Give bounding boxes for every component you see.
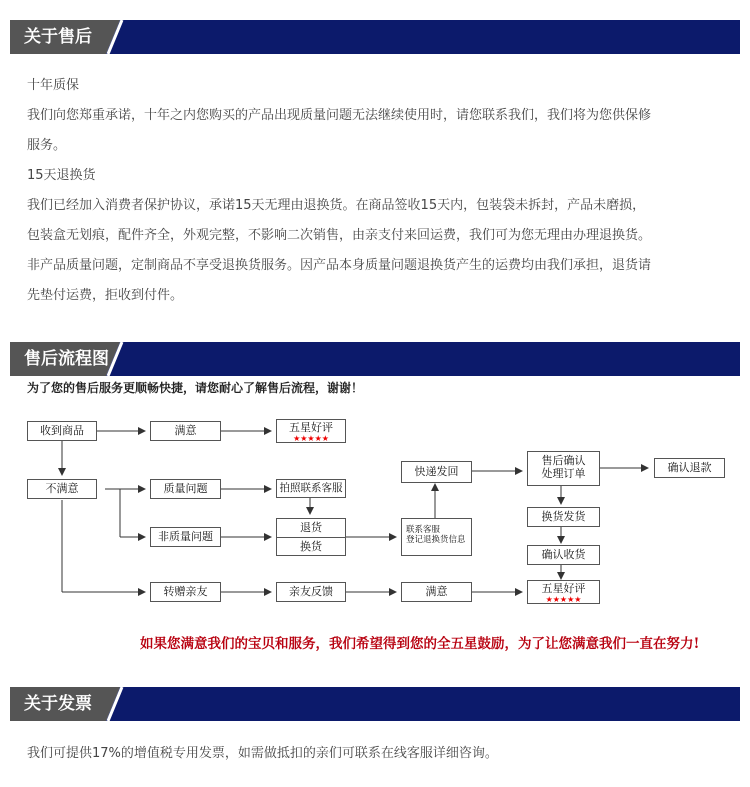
flow-box-confirm-receipt	[527, 545, 600, 565]
flow-box-label: 换货发货	[541, 510, 586, 523]
return-text-line: 非产品质量问题，定制商品不享受退换货服务。因产品本身质量问题退换货产生的运费均由我们承担，退货请	[27, 258, 652, 273]
section-title: 售后流程图	[24, 349, 109, 369]
flow-box-label: 处理订单	[541, 466, 586, 480]
return-text-line: 先垫付运费，拒收到付件。	[27, 288, 184, 303]
section-header-invoice	[10, 687, 740, 721]
return-text-line: 我们已经加入消费者保护协议，承诺15天无理由退换货。在商品签收15天内，包装袋未拆封，产品未磨损，	[27, 198, 646, 213]
warranty-heading: 十年质保	[27, 78, 80, 93]
flow-box-confirm-refund	[654, 458, 725, 478]
invoice-text: 我们可提供17%的增值税专用发票，如需做抵扣的亲们可联系在线客服详细咨询。	[27, 746, 498, 761]
return-heading: 15天退换货	[27, 168, 96, 183]
flow-box-label: 满意	[174, 424, 197, 437]
flow-slogan: 如果您满意我们的宝贝和服务，我们希望得到您的全五星鼓励，为了让您满意我们一直在努力!	[140, 636, 700, 652]
flow-box-gift-friend	[150, 582, 221, 602]
flow-box-label: 五星好评	[541, 582, 586, 595]
flow-box-label: 联系客服	[406, 525, 441, 535]
flow-box-label: 确认退款	[667, 461, 712, 474]
flow-box-return-exchange	[276, 518, 346, 556]
section-title: 关于发票	[24, 694, 92, 714]
flow-box-label: 确认收货	[541, 548, 586, 561]
flow-box-confirm-order	[527, 451, 600, 486]
flow-box-label: 转赠亲友	[163, 585, 208, 598]
flow-box-quality-issue	[150, 479, 221, 499]
warranty-text-line: 我们向您郑重承诺，十年之内您购买的产品出现质量问题无法继续使用时，请您联系我们，我们将为您供保修	[27, 108, 652, 123]
flow-box-non-quality-issue	[150, 527, 221, 547]
flow-box-unsatisfied	[27, 479, 97, 499]
star-rating-icon: ★★★★★	[545, 594, 582, 604]
flow-box-label: 非质量问题	[158, 530, 213, 543]
flow-box-photo-contact	[276, 479, 346, 498]
section-header-background	[10, 687, 740, 721]
flow-box-express-return	[401, 461, 472, 483]
flow-box-five-star-review	[276, 419, 346, 443]
flow-box-label: 售后确认	[541, 454, 586, 467]
flow-box-label: 亲友反馈	[289, 585, 333, 598]
flow-box-label: 五星好评	[289, 421, 333, 434]
flow-box-contact-register	[401, 518, 472, 556]
flow-box-label: 拍照联系客服	[279, 482, 343, 494]
flow-box-label: 快递发回	[414, 465, 459, 478]
flow-box-label: 收到商品	[40, 424, 84, 437]
flow-box-label: 退货	[277, 519, 345, 538]
flow-box-ship-exchange	[527, 507, 600, 527]
warranty-text-line: 服务。	[27, 138, 67, 153]
flow-box-label: 不满意	[45, 482, 79, 495]
flow-box-satisfied	[150, 421, 221, 441]
flow-box-label: 换货	[300, 540, 322, 553]
flow-box-label: 登记退换货信息	[406, 534, 466, 545]
flow-box-satisfied	[401, 582, 472, 602]
star-rating-icon: ★★★★★	[293, 433, 329, 443]
flow-box-received	[27, 421, 97, 441]
return-text-line: 包装盒无划痕，配件齐全，外观完整，不影响二次销售，由亲支付来回运费，我们可为您无理由办理退换货。	[27, 228, 652, 243]
flow-box-friend-feedback	[276, 582, 346, 602]
flow-box-label: 质量问题	[163, 482, 208, 495]
flow-box-five-star-review	[527, 580, 600, 604]
flow-box-label: 满意	[425, 585, 448, 598]
section-title: 关于售后	[24, 27, 92, 47]
flow-intro: 为了您的售后服务更顺畅快捷，请您耐心了解售后流程，谢谢！	[27, 381, 364, 395]
